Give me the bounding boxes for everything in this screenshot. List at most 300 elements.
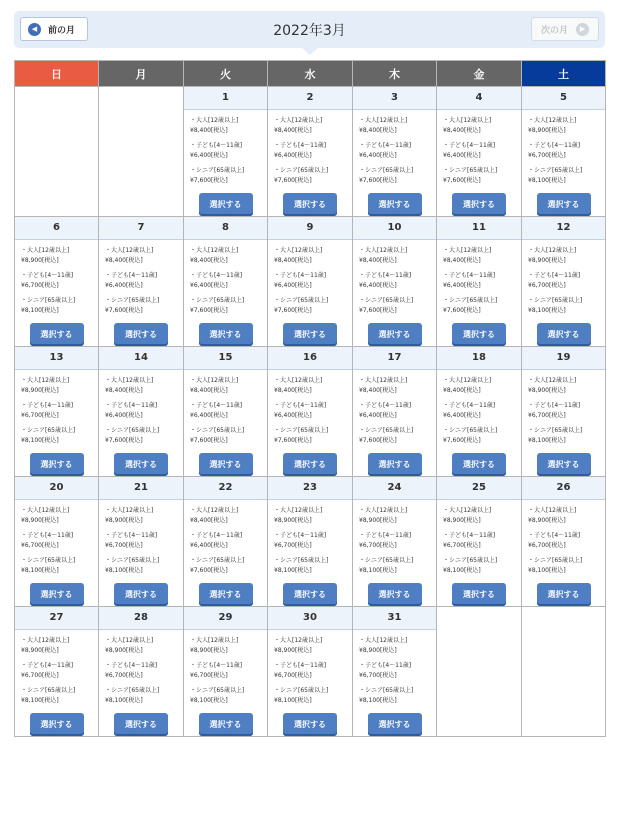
child-price-label: ・子ども[4〜11歳] — [528, 402, 581, 409]
calendar-week-row — [15, 607, 606, 737]
adult-price: ¥8,900[税込] — [528, 387, 566, 394]
arrow-left-circle-icon: ◀ — [28, 23, 41, 36]
adult-price: ¥8,900[税込] — [359, 517, 397, 524]
senior-price: ¥7,600[税込] — [190, 567, 228, 574]
child-price-label: ・子ども[4〜11歳] — [528, 532, 581, 539]
price-list — [268, 500, 352, 576]
senior-price-label: ・シニア[65歳以上] — [528, 557, 583, 564]
senior-price-label: ・シニア[65歳以上] — [359, 557, 414, 564]
next-month-button[interactable] — [531, 17, 599, 41]
senior-price: ¥7,600[税込] — [274, 177, 312, 184]
senior-price-label: ・シニア[65歳以上] — [190, 297, 245, 304]
calendar-week-row — [15, 87, 606, 217]
day-number: 4 — [437, 87, 521, 110]
senior-price: ¥8,100[税込] — [274, 697, 312, 704]
price-list — [15, 370, 98, 446]
day-cell — [437, 217, 522, 347]
child-price-label: ・子ども[4〜11歳] — [190, 532, 243, 539]
select-date-button[interactable]: 選択する — [199, 323, 253, 346]
day-number: 7 — [99, 217, 183, 240]
senior-price-label: ・シニア[65歳以上] — [528, 167, 583, 174]
senior-price: ¥8,100[税込] — [528, 437, 566, 444]
senior-price: ¥7,600[税込] — [359, 177, 397, 184]
senior-price: ¥8,100[税込] — [359, 567, 397, 574]
adult-price: ¥8,900[税込] — [528, 127, 566, 134]
child-price: ¥6,400[税込] — [274, 412, 312, 419]
price-list — [184, 500, 267, 576]
child-price-label: ・子ども[4〜11歳] — [105, 662, 158, 669]
price-list — [437, 370, 521, 446]
month-navigation-bar — [14, 11, 605, 48]
weekday-friday: 金 — [437, 61, 522, 87]
adult-price-label: ・大人[12歳以上] — [359, 247, 408, 254]
adult-price-label: ・大人[12歳以上] — [190, 247, 239, 254]
adult-price-label: ・大人[12歳以上] — [359, 507, 408, 514]
day-cell — [437, 477, 522, 607]
adult-price: ¥8,400[税込] — [190, 387, 228, 394]
adult-price-label: ・大人[12歳以上] — [105, 247, 154, 254]
child-price-label: ・子ども[4〜11歳] — [274, 532, 327, 539]
child-price-label: ・子ども[4〜11歳] — [190, 272, 243, 279]
day-number: 15 — [184, 347, 267, 370]
senior-price: ¥8,100[税込] — [21, 697, 59, 704]
child-price: ¥6,700[税込] — [274, 672, 312, 679]
child-price-label: ・子ども[4〜11歳] — [528, 142, 581, 149]
senior-price: ¥7,600[税込] — [105, 307, 143, 314]
weekday-thursday: 木 — [353, 61, 437, 87]
select-date-button[interactable]: 選択する — [30, 583, 84, 606]
child-price-label: ・子ども[4〜11歳] — [105, 532, 158, 539]
price-list — [184, 240, 267, 316]
child-price-label: ・子ども[4〜11歳] — [21, 272, 74, 279]
select-date-button[interactable]: 選択する — [283, 453, 337, 476]
adult-price: ¥8,900[税込] — [105, 647, 143, 654]
day-number: 31 — [353, 607, 436, 630]
adult-price-label: ・大人[12歳以上] — [274, 377, 323, 384]
adult-price: ¥8,400[税込] — [359, 127, 397, 134]
adult-price-label: ・大人[12歳以上] — [274, 247, 323, 254]
senior-price: ¥7,600[税込] — [359, 307, 397, 314]
child-price: ¥6,400[税込] — [359, 412, 397, 419]
senior-price-label: ・シニア[65歳以上] — [443, 167, 498, 174]
price-list — [437, 500, 521, 576]
adult-price-label: ・大人[12歳以上] — [274, 117, 323, 124]
price-list — [184, 630, 267, 706]
select-date-button[interactable]: 選択する — [537, 323, 591, 346]
select-date-button[interactable]: 選択する — [537, 453, 591, 476]
price-list — [99, 630, 183, 706]
select-date-button[interactable]: 選択する — [199, 453, 253, 476]
adult-price-label: ・大人[12歳以上] — [190, 377, 239, 384]
child-price: ¥6,700[税込] — [21, 672, 59, 679]
adult-price-label: ・大人[12歳以上] — [105, 507, 154, 514]
child-price: ¥6,700[税込] — [105, 542, 143, 549]
senior-price: ¥7,600[税込] — [359, 437, 397, 444]
price-list — [99, 370, 183, 446]
child-price-label: ・子ども[4〜11歳] — [359, 402, 412, 409]
adult-price: ¥8,400[税込] — [443, 127, 481, 134]
adult-price: ¥8,900[税込] — [528, 257, 566, 264]
day-cell — [522, 217, 606, 347]
price-list — [268, 630, 352, 706]
child-price-label: ・子ども[4〜11歳] — [274, 272, 327, 279]
day-cell — [15, 477, 99, 607]
adult-price-label: ・大人[12歳以上] — [105, 377, 154, 384]
child-price: ¥6,400[税込] — [274, 152, 312, 159]
adult-price: ¥8,400[税込] — [359, 387, 397, 394]
day-number: 12 — [522, 217, 605, 240]
senior-price-label: ・シニア[65歳以上] — [274, 427, 329, 434]
senior-price: ¥8,100[税込] — [21, 307, 59, 314]
day-cell — [522, 87, 606, 217]
weekday-saturday: 土 — [522, 61, 606, 87]
child-price: ¥6,400[税込] — [105, 412, 143, 419]
day-cell — [353, 87, 437, 217]
senior-price-label: ・シニア[65歳以上] — [190, 167, 245, 174]
senior-price-label: ・シニア[65歳以上] — [528, 427, 583, 434]
senior-price: ¥8,100[税込] — [528, 177, 566, 184]
senior-price-label: ・シニア[65歳以上] — [190, 557, 245, 564]
senior-price-label: ・シニア[65歳以上] — [274, 297, 329, 304]
senior-price: ¥8,100[税込] — [21, 567, 59, 574]
calendar-week-row — [15, 347, 606, 477]
price-list — [437, 240, 521, 316]
price-list — [15, 500, 98, 576]
day-cell — [353, 477, 437, 607]
day-cell — [99, 217, 184, 347]
day-number: 23 — [268, 477, 352, 500]
child-price: ¥6,400[税込] — [443, 152, 481, 159]
select-date-button[interactable]: 選択する — [199, 583, 253, 606]
adult-price-label: ・大人[12歳以上] — [359, 377, 408, 384]
price-list — [353, 630, 436, 706]
child-price-label: ・子ども[4〜11歳] — [443, 532, 496, 539]
day-number: 22 — [184, 477, 267, 500]
select-date-button[interactable]: 選択する — [368, 713, 422, 736]
weekday-header-row — [15, 61, 606, 87]
senior-price: ¥8,100[税込] — [359, 697, 397, 704]
day-cell — [268, 217, 353, 347]
day-cell — [268, 607, 353, 737]
adult-price-label: ・大人[12歳以上] — [528, 377, 577, 384]
title-pointer — [302, 48, 318, 55]
adult-price-label: ・大人[12歳以上] — [443, 377, 492, 384]
adult-price-label: ・大人[12歳以上] — [21, 377, 70, 384]
adult-price: ¥8,400[税込] — [190, 257, 228, 264]
adult-price: ¥8,900[税込] — [359, 647, 397, 654]
price-list — [437, 110, 521, 186]
child-price-label: ・子ども[4〜11歳] — [21, 532, 74, 539]
adult-price-label: ・大人[12歳以上] — [359, 637, 408, 644]
price-list — [353, 240, 436, 316]
child-price: ¥6,400[税込] — [443, 412, 481, 419]
adult-price: ¥8,900[税込] — [528, 517, 566, 524]
adult-price-label: ・大人[12歳以上] — [528, 117, 577, 124]
select-date-button[interactable]: 選択する — [283, 323, 337, 346]
empty-day-cell — [522, 607, 606, 737]
adult-price-label: ・大人[12歳以上] — [21, 507, 70, 514]
senior-price: ¥7,600[税込] — [443, 437, 481, 444]
senior-price-label: ・シニア[65歳以上] — [105, 297, 160, 304]
day-number: 9 — [268, 217, 352, 240]
senior-price-label: ・シニア[65歳以上] — [21, 297, 76, 304]
adult-price: ¥8,900[税込] — [443, 517, 481, 524]
senior-price-label: ・シニア[65歳以上] — [105, 557, 160, 564]
calendar-week-row — [15, 477, 606, 607]
child-price: ¥6,400[税込] — [443, 282, 481, 289]
price-list — [522, 240, 605, 316]
adult-price: ¥8,400[税込] — [105, 257, 143, 264]
senior-price: ¥8,100[税込] — [105, 697, 143, 704]
adult-price: ¥8,400[税込] — [190, 517, 228, 524]
child-price: ¥6,400[税込] — [190, 282, 228, 289]
child-price: ¥6,700[税込] — [528, 152, 566, 159]
select-date-button[interactable]: 選択する — [114, 323, 168, 346]
adult-price: ¥8,900[税込] — [190, 647, 228, 654]
child-price-label: ・子ども[4〜11歳] — [105, 272, 158, 279]
day-number: 11 — [437, 217, 521, 240]
day-cell — [522, 347, 606, 477]
day-number: 20 — [15, 477, 98, 500]
child-price-label: ・子ども[4〜11歳] — [190, 142, 243, 149]
day-number: 13 — [15, 347, 98, 370]
adult-price: ¥8,900[税込] — [274, 647, 312, 654]
adult-price: ¥8,400[税込] — [443, 387, 481, 394]
day-number: 26 — [522, 477, 605, 500]
day-cell — [437, 87, 522, 217]
child-price-label: ・子ども[4〜11歳] — [443, 142, 496, 149]
child-price: ¥6,700[税込] — [105, 672, 143, 679]
senior-price-label: ・シニア[65歳以上] — [359, 687, 414, 694]
day-number: 6 — [15, 217, 98, 240]
child-price-label: ・子ども[4〜11歳] — [443, 272, 496, 279]
price-list — [353, 500, 436, 576]
senior-price: ¥8,100[税込] — [443, 567, 481, 574]
day-number: 17 — [353, 347, 436, 370]
child-price-label: ・子ども[4〜11歳] — [359, 272, 412, 279]
price-list — [522, 500, 605, 576]
senior-price-label: ・シニア[65歳以上] — [359, 427, 414, 434]
price-list — [522, 370, 605, 446]
price-list — [268, 240, 352, 316]
senior-price: ¥8,100[税込] — [528, 567, 566, 574]
select-date-button[interactable]: 選択する — [368, 193, 422, 216]
select-date-button[interactable]: 選択する — [114, 453, 168, 476]
senior-price-label: ・シニア[65歳以上] — [274, 687, 329, 694]
senior-price-label: ・シニア[65歳以上] — [105, 687, 160, 694]
next-month-label: 次の月 — [541, 25, 569, 36]
weekday-tuesday: 火 — [184, 61, 268, 87]
adult-price-label: ・大人[12歳以上] — [443, 247, 492, 254]
senior-price-label: ・シニア[65歳以上] — [274, 167, 329, 174]
prev-month-label: 前の月 — [48, 25, 76, 36]
day-cell — [268, 477, 353, 607]
empty-day-cell — [15, 87, 99, 217]
child-price: ¥6,700[税込] — [21, 282, 59, 289]
senior-price: ¥7,600[税込] — [190, 177, 228, 184]
senior-price-label: ・シニア[65歳以上] — [105, 427, 160, 434]
select-date-button[interactable]: 選択する — [368, 323, 422, 346]
senior-price-label: ・シニア[65歳以上] — [359, 297, 414, 304]
month-title: 2022年3月 — [273, 23, 346, 39]
price-list — [184, 110, 267, 186]
adult-price-label: ・大人[12歳以上] — [105, 637, 154, 644]
child-price: ¥6,400[税込] — [190, 412, 228, 419]
day-cell — [184, 477, 268, 607]
calendar-table — [14, 60, 606, 737]
adult-price-label: ・大人[12歳以上] — [443, 507, 492, 514]
child-price-label: ・子ども[4〜11歳] — [274, 662, 327, 669]
price-list — [268, 110, 352, 186]
senior-price: ¥8,100[税込] — [21, 437, 59, 444]
select-date-button[interactable]: 選択する — [368, 583, 422, 606]
weekday-monday: 月 — [99, 61, 184, 87]
child-price: ¥6,700[税込] — [528, 282, 566, 289]
child-price-label: ・子ども[4〜11歳] — [190, 402, 243, 409]
day-number: 10 — [353, 217, 436, 240]
select-date-button[interactable]: 選択する — [368, 453, 422, 476]
child-price-label: ・子ども[4〜11歳] — [443, 402, 496, 409]
day-number: 3 — [353, 87, 436, 110]
day-cell — [99, 607, 184, 737]
select-date-button[interactable]: 選択する — [452, 323, 506, 346]
price-list — [522, 110, 605, 186]
select-date-button[interactable]: 選択する — [30, 453, 84, 476]
adult-price: ¥8,900[税込] — [21, 647, 59, 654]
child-price-label: ・子ども[4〜11歳] — [359, 142, 412, 149]
day-number: 21 — [99, 477, 183, 500]
senior-price-label: ・シニア[65歳以上] — [443, 557, 498, 564]
day-number: 29 — [184, 607, 267, 630]
day-cell — [184, 347, 268, 477]
day-number: 25 — [437, 477, 521, 500]
child-price: ¥6,700[税込] — [21, 412, 59, 419]
day-cell — [99, 347, 184, 477]
adult-price: ¥8,400[税込] — [105, 387, 143, 394]
weekday-wednesday: 水 — [268, 61, 353, 87]
day-number: 24 — [353, 477, 436, 500]
child-price: ¥6,700[税込] — [274, 542, 312, 549]
child-price: ¥6,700[税込] — [443, 542, 481, 549]
select-date-button[interactable]: 選択する — [199, 713, 253, 736]
select-date-button[interactable]: 選択する — [452, 583, 506, 606]
day-number: 30 — [268, 607, 352, 630]
child-price: ¥6,400[税込] — [190, 152, 228, 159]
adult-price: ¥8,400[税込] — [274, 127, 312, 134]
adult-price-label: ・大人[12歳以上] — [274, 637, 323, 644]
day-number: 18 — [437, 347, 521, 370]
select-date-button[interactable]: 選択する — [30, 323, 84, 346]
empty-day-cell — [99, 87, 184, 217]
day-number: 14 — [99, 347, 183, 370]
adult-price: ¥8,900[税込] — [274, 517, 312, 524]
senior-price-label: ・シニア[65歳以上] — [21, 557, 76, 564]
senior-price-label: ・シニア[65歳以上] — [190, 427, 245, 434]
child-price: ¥6,400[税込] — [105, 282, 143, 289]
day-cell — [437, 347, 522, 477]
select-date-button[interactable]: 選択する — [283, 193, 337, 216]
select-date-button[interactable]: 選択する — [283, 583, 337, 606]
child-price: ¥6,700[税込] — [528, 542, 566, 549]
price-list — [184, 370, 267, 446]
senior-price: ¥7,600[税込] — [190, 437, 228, 444]
select-date-button[interactable]: 選択する — [199, 193, 253, 216]
child-price-label: ・子ども[4〜11歳] — [190, 662, 243, 669]
price-list — [353, 370, 436, 446]
day-number: 27 — [15, 607, 98, 630]
day-cell — [184, 217, 268, 347]
day-cell — [15, 607, 99, 737]
senior-price: ¥8,100[税込] — [528, 307, 566, 314]
select-date-button[interactable]: 選択する — [30, 713, 84, 736]
adult-price-label: ・大人[12歳以上] — [359, 117, 408, 124]
day-cell — [184, 607, 268, 737]
child-price: ¥6,700[税込] — [190, 672, 228, 679]
child-price: ¥6,700[税込] — [359, 542, 397, 549]
child-price: ¥6,400[税込] — [359, 152, 397, 159]
senior-price-label: ・シニア[65歳以上] — [443, 427, 498, 434]
day-cell — [353, 607, 437, 737]
child-price-label: ・子ども[4〜11歳] — [105, 402, 158, 409]
price-list — [353, 110, 436, 186]
adult-price: ¥8,400[税込] — [359, 257, 397, 264]
day-cell — [184, 87, 268, 217]
senior-price: ¥7,600[税込] — [105, 437, 143, 444]
child-price: ¥6,700[税込] — [359, 672, 397, 679]
day-number: 8 — [184, 217, 267, 240]
select-date-button[interactable]: 選択する — [537, 193, 591, 216]
adult-price: ¥8,900[税込] — [21, 257, 59, 264]
day-cell — [15, 347, 99, 477]
senior-price: ¥7,600[税込] — [443, 307, 481, 314]
select-date-button[interactable]: 選択する — [114, 713, 168, 736]
senior-price: ¥8,100[税込] — [105, 567, 143, 574]
adult-price-label: ・大人[12歳以上] — [528, 507, 577, 514]
select-date-button[interactable]: 選択する — [452, 453, 506, 476]
day-number: 16 — [268, 347, 352, 370]
child-price-label: ・子ども[4〜11歳] — [21, 402, 74, 409]
day-number: 28 — [99, 607, 183, 630]
day-number: 2 — [268, 87, 352, 110]
day-number: 19 — [522, 347, 605, 370]
day-cell — [353, 347, 437, 477]
senior-price: ¥7,600[税込] — [190, 307, 228, 314]
adult-price: ¥8,900[税込] — [105, 517, 143, 524]
senior-price-label: ・シニア[65歳以上] — [443, 297, 498, 304]
adult-price-label: ・大人[12歳以上] — [274, 507, 323, 514]
day-cell — [99, 477, 184, 607]
child-price-label: ・子ども[4〜11歳] — [274, 142, 327, 149]
senior-price-label: ・シニア[65歳以上] — [359, 167, 414, 174]
senior-price: ¥7,600[税込] — [274, 307, 312, 314]
adult-price-label: ・大人[12歳以上] — [190, 507, 239, 514]
select-date-button[interactable]: 選択する — [283, 713, 337, 736]
senior-price-label: ・シニア[65歳以上] — [21, 427, 76, 434]
adult-price-label: ・大人[12歳以上] — [190, 637, 239, 644]
price-list — [15, 630, 98, 706]
select-date-button[interactable]: 選択する — [452, 193, 506, 216]
select-date-button[interactable]: 選択する — [114, 583, 168, 606]
day-cell — [15, 217, 99, 347]
select-date-button[interactable]: 選択する — [537, 583, 591, 606]
child-price: ¥6,700[税込] — [21, 542, 59, 549]
adult-price-label: ・大人[12歳以上] — [21, 247, 70, 254]
day-cell — [522, 477, 606, 607]
adult-price: ¥8,900[税込] — [21, 387, 59, 394]
child-price-label: ・子ども[4〜11歳] — [274, 402, 327, 409]
empty-day-cell — [437, 607, 522, 737]
child-price: ¥6,400[税込] — [359, 282, 397, 289]
